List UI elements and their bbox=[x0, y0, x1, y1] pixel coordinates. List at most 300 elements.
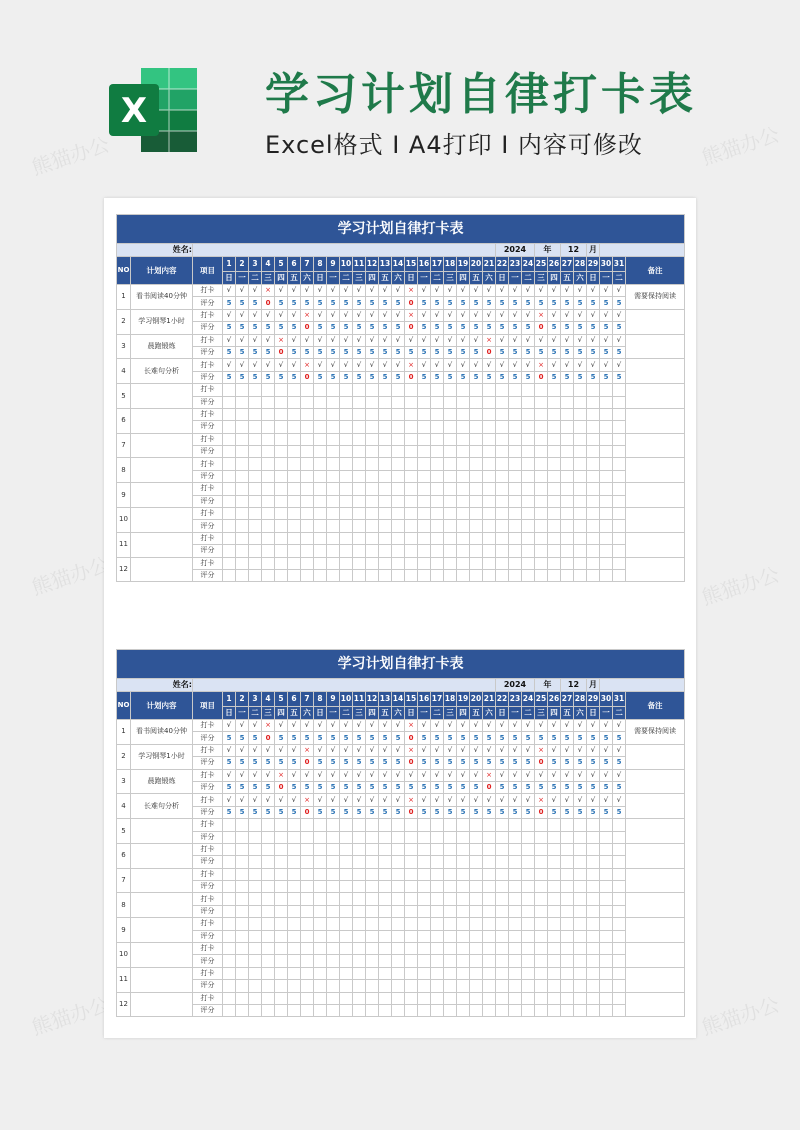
day-number: 29 bbox=[587, 257, 600, 272]
check-cell bbox=[600, 408, 613, 420]
check-cell bbox=[548, 433, 561, 445]
check-cell: √ bbox=[236, 285, 249, 297]
score-cell: 5 bbox=[561, 322, 574, 334]
item-score-label: 评分 bbox=[193, 881, 223, 893]
check-cell bbox=[600, 433, 613, 445]
check-cell: √ bbox=[314, 794, 327, 806]
score-cell bbox=[587, 396, 600, 408]
score-cell bbox=[613, 569, 626, 581]
score-cell bbox=[405, 446, 418, 458]
score-cell: 5 bbox=[327, 757, 340, 769]
score-cell bbox=[418, 421, 431, 433]
score-cell: 5 bbox=[379, 732, 392, 744]
check-cell: √ bbox=[548, 359, 561, 371]
check-cell bbox=[327, 433, 340, 445]
check-cell bbox=[379, 557, 392, 569]
score-cell: 5 bbox=[288, 757, 301, 769]
weekday: 五 bbox=[561, 707, 574, 720]
item-check-label: 打卡 bbox=[193, 532, 223, 544]
score-cell bbox=[587, 856, 600, 868]
day-number: 7 bbox=[301, 257, 314, 272]
score-cell bbox=[340, 545, 353, 557]
score-cell bbox=[470, 470, 483, 482]
check-cell: √ bbox=[548, 794, 561, 806]
score-cell bbox=[496, 1004, 509, 1016]
check-cell: √ bbox=[574, 794, 587, 806]
row-number: 7 bbox=[117, 868, 131, 893]
check-cell bbox=[522, 893, 535, 905]
check-cell: √ bbox=[496, 794, 509, 806]
check-cell bbox=[613, 893, 626, 905]
check-cell bbox=[236, 483, 249, 495]
check-cell bbox=[379, 918, 392, 930]
check-cell: × bbox=[262, 285, 275, 297]
score-cell: 5 bbox=[366, 781, 379, 793]
score-cell bbox=[470, 955, 483, 967]
score-cell bbox=[574, 495, 587, 507]
col-item-header: 项目 bbox=[193, 257, 223, 285]
check-cell: √ bbox=[561, 794, 574, 806]
item-check-label: 打卡 bbox=[193, 843, 223, 855]
check-cell bbox=[353, 893, 366, 905]
score-cell: 5 bbox=[457, 346, 470, 358]
check-cell bbox=[392, 384, 405, 396]
score-cell bbox=[275, 446, 288, 458]
check-cell bbox=[405, 508, 418, 520]
score-cell bbox=[327, 930, 340, 942]
check-cell: √ bbox=[561, 769, 574, 781]
check-cell bbox=[236, 408, 249, 420]
score-cell: 5 bbox=[340, 346, 353, 358]
score-cell bbox=[574, 856, 587, 868]
score-cell: 5 bbox=[418, 781, 431, 793]
check-cell: √ bbox=[496, 744, 509, 756]
score-cell bbox=[327, 881, 340, 893]
score-cell bbox=[275, 856, 288, 868]
check-cell bbox=[314, 508, 327, 520]
score-cell bbox=[418, 569, 431, 581]
check-cell bbox=[262, 819, 275, 831]
check-cell bbox=[366, 893, 379, 905]
score-cell: 5 bbox=[379, 322, 392, 334]
score-cell bbox=[431, 1004, 444, 1016]
check-cell bbox=[288, 918, 301, 930]
score-cell bbox=[457, 905, 470, 917]
score-cell bbox=[522, 545, 535, 557]
check-cell bbox=[470, 408, 483, 420]
score-cell: 5 bbox=[483, 757, 496, 769]
col-plan-header: 计划内容 bbox=[131, 257, 193, 285]
score-cell bbox=[405, 905, 418, 917]
score-cell bbox=[613, 495, 626, 507]
check-cell bbox=[548, 408, 561, 420]
score-cell: 5 bbox=[561, 757, 574, 769]
check-cell bbox=[561, 819, 574, 831]
check-cell bbox=[522, 557, 535, 569]
check-cell bbox=[223, 843, 236, 855]
item-check-label: 打卡 bbox=[193, 408, 223, 420]
check-cell bbox=[522, 819, 535, 831]
check-cell bbox=[301, 532, 314, 544]
score-cell bbox=[496, 470, 509, 482]
score-cell: 5 bbox=[340, 806, 353, 818]
score-cell bbox=[353, 396, 366, 408]
check-cell bbox=[418, 483, 431, 495]
score-cell bbox=[327, 980, 340, 992]
score-cell: 5 bbox=[496, 781, 509, 793]
score-cell bbox=[418, 980, 431, 992]
check-cell: × bbox=[535, 744, 548, 756]
check-cell bbox=[548, 458, 561, 470]
check-cell bbox=[405, 868, 418, 880]
score-cell bbox=[561, 930, 574, 942]
check-cell: × bbox=[483, 769, 496, 781]
check-cell: √ bbox=[457, 309, 470, 321]
score-cell bbox=[405, 396, 418, 408]
score-cell bbox=[509, 446, 522, 458]
score-cell: 5 bbox=[496, 297, 509, 309]
check-cell bbox=[392, 918, 405, 930]
score-cell bbox=[483, 905, 496, 917]
day-number: 4 bbox=[262, 692, 275, 707]
score-cell: 5 bbox=[327, 346, 340, 358]
score-cell: 5 bbox=[418, 732, 431, 744]
row-number: 4 bbox=[117, 794, 131, 819]
score-cell bbox=[418, 495, 431, 507]
check-cell bbox=[535, 967, 548, 979]
check-cell: √ bbox=[574, 744, 587, 756]
score-cell: 5 bbox=[574, 297, 587, 309]
day-number: 31 bbox=[613, 257, 626, 272]
check-cell: √ bbox=[613, 309, 626, 321]
check-cell bbox=[600, 458, 613, 470]
score-cell bbox=[379, 421, 392, 433]
score-cell bbox=[613, 470, 626, 482]
score-cell: 5 bbox=[262, 322, 275, 334]
check-cell bbox=[314, 483, 327, 495]
check-cell bbox=[457, 384, 470, 396]
check-cell: √ bbox=[223, 769, 236, 781]
score-cell bbox=[366, 569, 379, 581]
check-cell bbox=[405, 557, 418, 569]
row-number: 3 bbox=[117, 334, 131, 359]
check-cell: √ bbox=[392, 769, 405, 781]
score-cell bbox=[535, 446, 548, 458]
weekday: 六 bbox=[301, 272, 314, 285]
check-cell bbox=[379, 893, 392, 905]
score-cell bbox=[275, 980, 288, 992]
score-cell bbox=[262, 980, 275, 992]
score-cell: 5 bbox=[288, 322, 301, 334]
check-cell bbox=[522, 918, 535, 930]
score-cell bbox=[366, 545, 379, 557]
weekday: 四 bbox=[457, 707, 470, 720]
score-cell bbox=[613, 955, 626, 967]
score-cell: 5 bbox=[561, 732, 574, 744]
check-cell: √ bbox=[561, 334, 574, 346]
check-cell bbox=[483, 843, 496, 855]
check-cell bbox=[418, 532, 431, 544]
score-cell bbox=[496, 930, 509, 942]
score-cell bbox=[587, 831, 600, 843]
score-cell bbox=[509, 905, 522, 917]
check-cell bbox=[236, 868, 249, 880]
score-cell: 5 bbox=[288, 781, 301, 793]
check-cell bbox=[561, 843, 574, 855]
item-check-label: 打卡 bbox=[193, 285, 223, 297]
check-cell bbox=[223, 532, 236, 544]
check-cell bbox=[509, 508, 522, 520]
check-cell: × bbox=[405, 309, 418, 321]
check-cell: √ bbox=[587, 794, 600, 806]
score-cell bbox=[223, 446, 236, 458]
check-cell: √ bbox=[236, 334, 249, 346]
score-cell bbox=[366, 930, 379, 942]
score-cell: 5 bbox=[353, 732, 366, 744]
check-cell bbox=[249, 893, 262, 905]
check-cell: √ bbox=[366, 794, 379, 806]
check-cell: √ bbox=[522, 359, 535, 371]
check-cell: √ bbox=[600, 794, 613, 806]
check-cell bbox=[392, 967, 405, 979]
check-cell bbox=[405, 943, 418, 955]
score-cell: 0 bbox=[405, 297, 418, 309]
check-cell bbox=[574, 384, 587, 396]
score-cell: 5 bbox=[353, 346, 366, 358]
check-cell: √ bbox=[587, 720, 600, 732]
weekday: 日 bbox=[223, 272, 236, 285]
score-cell bbox=[431, 569, 444, 581]
item-score-label: 评分 bbox=[193, 495, 223, 507]
score-cell bbox=[522, 930, 535, 942]
check-cell bbox=[288, 508, 301, 520]
check-cell bbox=[587, 483, 600, 495]
check-cell bbox=[574, 819, 587, 831]
check-cell: × bbox=[301, 794, 314, 806]
score-cell bbox=[587, 1004, 600, 1016]
check-cell: √ bbox=[522, 794, 535, 806]
check-cell: √ bbox=[561, 309, 574, 321]
score-cell: 5 bbox=[587, 757, 600, 769]
check-cell bbox=[327, 868, 340, 880]
score-cell bbox=[561, 396, 574, 408]
check-cell bbox=[509, 843, 522, 855]
check-cell: √ bbox=[288, 334, 301, 346]
check-cell: √ bbox=[483, 285, 496, 297]
score-cell bbox=[327, 470, 340, 482]
score-cell bbox=[470, 881, 483, 893]
check-cell bbox=[613, 868, 626, 880]
score-cell: 5 bbox=[314, 322, 327, 334]
score-cell bbox=[444, 520, 457, 532]
check-cell: √ bbox=[418, 309, 431, 321]
score-cell bbox=[483, 520, 496, 532]
score-cell: 5 bbox=[561, 297, 574, 309]
score-cell bbox=[353, 831, 366, 843]
score-cell bbox=[223, 930, 236, 942]
check-cell bbox=[431, 992, 444, 1004]
score-cell: 5 bbox=[223, 322, 236, 334]
score-cell bbox=[535, 905, 548, 917]
score-cell bbox=[561, 980, 574, 992]
check-cell bbox=[574, 967, 587, 979]
day-number: 23 bbox=[509, 692, 522, 707]
check-cell bbox=[418, 943, 431, 955]
plan-content: 看书阅读40分钟 bbox=[131, 720, 193, 745]
score-cell bbox=[249, 955, 262, 967]
check-cell: × bbox=[301, 309, 314, 321]
weekday: 日 bbox=[496, 707, 509, 720]
check-cell bbox=[366, 433, 379, 445]
score-cell bbox=[587, 881, 600, 893]
score-cell bbox=[548, 520, 561, 532]
score-cell: 5 bbox=[392, 322, 405, 334]
score-cell bbox=[509, 1004, 522, 1016]
check-cell bbox=[236, 843, 249, 855]
score-cell bbox=[262, 569, 275, 581]
check-cell bbox=[431, 532, 444, 544]
check-cell: √ bbox=[249, 359, 262, 371]
score-cell bbox=[392, 831, 405, 843]
check-cell: √ bbox=[457, 334, 470, 346]
score-cell bbox=[314, 396, 327, 408]
check-cell bbox=[249, 532, 262, 544]
plan-content bbox=[131, 458, 193, 483]
check-cell: √ bbox=[392, 720, 405, 732]
score-cell bbox=[600, 495, 613, 507]
check-cell: √ bbox=[613, 769, 626, 781]
score-cell bbox=[613, 520, 626, 532]
score-cell bbox=[379, 545, 392, 557]
score-cell: 5 bbox=[353, 757, 366, 769]
check-cell bbox=[262, 483, 275, 495]
check-cell bbox=[366, 508, 379, 520]
check-cell bbox=[509, 893, 522, 905]
item-score-label: 评分 bbox=[193, 955, 223, 967]
check-cell: √ bbox=[275, 744, 288, 756]
note-cell bbox=[626, 992, 685, 1017]
score-cell bbox=[418, 955, 431, 967]
score-cell bbox=[379, 980, 392, 992]
score-cell bbox=[613, 446, 626, 458]
score-cell bbox=[314, 495, 327, 507]
check-cell bbox=[327, 943, 340, 955]
check-cell bbox=[613, 508, 626, 520]
score-cell bbox=[223, 421, 236, 433]
score-cell bbox=[522, 955, 535, 967]
score-cell: 5 bbox=[444, 781, 457, 793]
score-cell bbox=[509, 856, 522, 868]
score-cell bbox=[236, 930, 249, 942]
score-cell bbox=[223, 569, 236, 581]
check-cell: √ bbox=[444, 794, 457, 806]
score-cell bbox=[249, 421, 262, 433]
day-number: 11 bbox=[353, 692, 366, 707]
check-cell bbox=[275, 943, 288, 955]
check-cell bbox=[470, 992, 483, 1004]
check-cell bbox=[223, 557, 236, 569]
check-cell bbox=[288, 458, 301, 470]
score-cell bbox=[418, 545, 431, 557]
day-number: 10 bbox=[340, 257, 353, 272]
check-cell bbox=[587, 458, 600, 470]
col-no-header: NO bbox=[117, 257, 131, 285]
score-cell: 5 bbox=[418, 371, 431, 383]
score-cell bbox=[262, 520, 275, 532]
score-cell bbox=[496, 905, 509, 917]
score-cell bbox=[379, 470, 392, 482]
score-cell: 5 bbox=[340, 297, 353, 309]
check-cell bbox=[275, 819, 288, 831]
weekday: 五 bbox=[470, 272, 483, 285]
check-cell bbox=[340, 918, 353, 930]
weekday: 五 bbox=[288, 707, 301, 720]
check-cell bbox=[223, 918, 236, 930]
score-cell bbox=[314, 470, 327, 482]
check-cell bbox=[392, 408, 405, 420]
check-cell bbox=[288, 532, 301, 544]
score-cell bbox=[288, 396, 301, 408]
sheet-preview bbox=[104, 198, 696, 1038]
check-cell bbox=[314, 992, 327, 1004]
note-cell bbox=[626, 868, 685, 893]
score-cell: 5 bbox=[509, 757, 522, 769]
check-cell bbox=[457, 868, 470, 880]
check-cell: √ bbox=[327, 794, 340, 806]
plan-content bbox=[131, 843, 193, 868]
check-cell bbox=[405, 819, 418, 831]
score-cell bbox=[444, 569, 457, 581]
check-cell bbox=[496, 384, 509, 396]
check-cell bbox=[288, 992, 301, 1004]
note-cell bbox=[626, 359, 685, 384]
day-number: 24 bbox=[522, 692, 535, 707]
score-cell: 5 bbox=[236, 322, 249, 334]
check-cell bbox=[223, 458, 236, 470]
check-cell bbox=[470, 918, 483, 930]
score-cell bbox=[301, 545, 314, 557]
item-check-label: 打卡 bbox=[193, 309, 223, 321]
check-cell: √ bbox=[457, 285, 470, 297]
score-cell bbox=[236, 495, 249, 507]
item-check-label: 打卡 bbox=[193, 334, 223, 346]
check-cell: √ bbox=[470, 720, 483, 732]
check-cell bbox=[483, 967, 496, 979]
score-cell bbox=[405, 831, 418, 843]
score-cell: 5 bbox=[340, 757, 353, 769]
check-cell: √ bbox=[548, 309, 561, 321]
item-score-label: 评分 bbox=[193, 905, 223, 917]
check-cell bbox=[457, 557, 470, 569]
score-cell: 5 bbox=[418, 297, 431, 309]
check-cell: √ bbox=[600, 334, 613, 346]
score-cell: 5 bbox=[613, 806, 626, 818]
score-cell bbox=[314, 881, 327, 893]
check-cell bbox=[431, 918, 444, 930]
score-cell bbox=[249, 856, 262, 868]
score-cell bbox=[431, 470, 444, 482]
weekday: 四 bbox=[548, 272, 561, 285]
check-cell: √ bbox=[483, 794, 496, 806]
check-cell: √ bbox=[327, 744, 340, 756]
check-cell: √ bbox=[509, 769, 522, 781]
check-cell bbox=[366, 408, 379, 420]
check-cell: × bbox=[535, 309, 548, 321]
score-cell bbox=[496, 569, 509, 581]
item-check-label: 打卡 bbox=[193, 508, 223, 520]
check-cell: √ bbox=[587, 769, 600, 781]
check-cell bbox=[392, 943, 405, 955]
